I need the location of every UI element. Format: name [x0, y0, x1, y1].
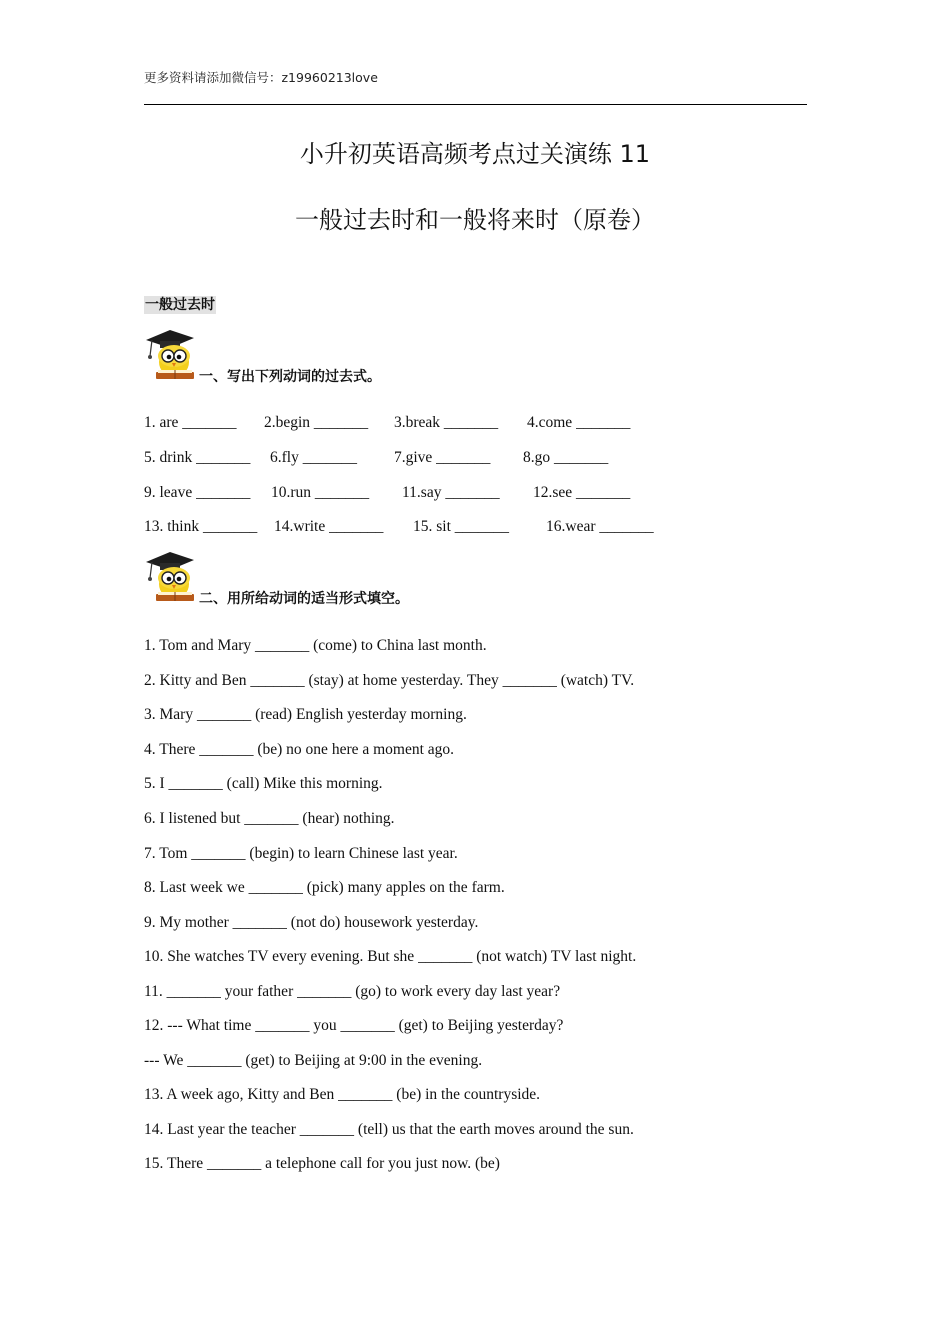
sentence-item: 12. --- What time _______ you _______ (get) to Beijing yesterday? [144, 1017, 564, 1034]
header-note: 更多资料请添加微信号：z19960213love [144, 70, 378, 85]
header-rule [144, 104, 807, 105]
verb-item: 15. sit _______ [413, 518, 510, 535]
sentence-item: 1. Tom and Mary _______ (come) to China last month. [144, 637, 487, 654]
verb-item: 3.break _______ [394, 414, 499, 431]
verb-row [144, 484, 631, 504]
part2-title: 二、用所给动词的适当形式填空。 [199, 591, 409, 607]
verb-item: 7.give _______ [394, 449, 491, 466]
sentence-item: 3. Mary _______ (read) English yesterday morning. [144, 706, 467, 723]
verb-item: 12.see _______ [533, 484, 631, 501]
sentence-item: 5. I _______ (call) Mike this morning. [144, 775, 383, 792]
sentence-item: 15. There _______ a telephone call for you just now. (be) [144, 1155, 500, 1172]
verb-item: 2.begin _______ [264, 414, 369, 431]
sentence-item: 6. I listened but _______ (hear) nothing. [144, 810, 395, 827]
sentence-item: --- We _______ (get) to Beijing at 9:00 in the evening. [144, 1052, 483, 1069]
sentence-item: 2. Kitty and Ben _______ (stay) at home yesterday. They _______ (watch) TV. [144, 672, 635, 689]
verb-item: 1. are _______ [144, 414, 237, 431]
verb-item: 11.say _______ [402, 484, 500, 501]
verb-item: 5. drink _______ [144, 449, 251, 466]
sentence-item: 4. There _______ (be) no one here a moment ago. [144, 741, 455, 758]
part2-heading [144, 548, 644, 607]
verb-item: 4.come _______ [527, 414, 631, 431]
verb-item: 10.run _______ [271, 484, 370, 501]
verb-item: 6.fly _______ [270, 449, 357, 466]
verb-item: 14.write _______ [274, 518, 384, 535]
document-subtitle: 一般过去时和一般将来时（原卷） [295, 206, 655, 234]
sentence-item: 9. My mother _______ (not do) housework yesterday. [144, 914, 479, 931]
verb-row [144, 449, 609, 469]
owl-graduate-icon [144, 326, 196, 382]
verb-item: 8.go _______ [523, 449, 609, 466]
verb-row [144, 414, 631, 434]
verb-row [144, 518, 654, 538]
section-label: 一般过去时 [145, 297, 215, 313]
verb-item: 16.wear _______ [546, 518, 654, 535]
document-title: 小升初英语高频考点过关演练 11 [299, 140, 651, 168]
verb-item: 13. think _______ [144, 518, 258, 535]
sentence-item: 10. She watches TV every evening. But she _______ (not watch) TV last night. [144, 948, 637, 965]
part1-heading [144, 326, 644, 385]
verb-item: 9. leave _______ [144, 484, 251, 501]
part1-title: 一、写出下列动词的过去式。 [199, 369, 381, 385]
sentence-item: 8. Last week we _______ (pick) many apples on the farm. [144, 879, 505, 896]
sentence-item: 7. Tom _______ (begin) to learn Chinese last year. [144, 845, 458, 862]
owl-graduate-icon [144, 548, 196, 604]
sentence-item: 11. _______ your father _______ (go) to work every day last year? [144, 983, 561, 1000]
sentence-item: 13. A week ago, Kitty and Ben _______ (be) in the countryside. [144, 1086, 541, 1103]
sentence-item: 14. Last year the teacher _______ (tell) us that the earth moves around the sun. [144, 1121, 634, 1138]
